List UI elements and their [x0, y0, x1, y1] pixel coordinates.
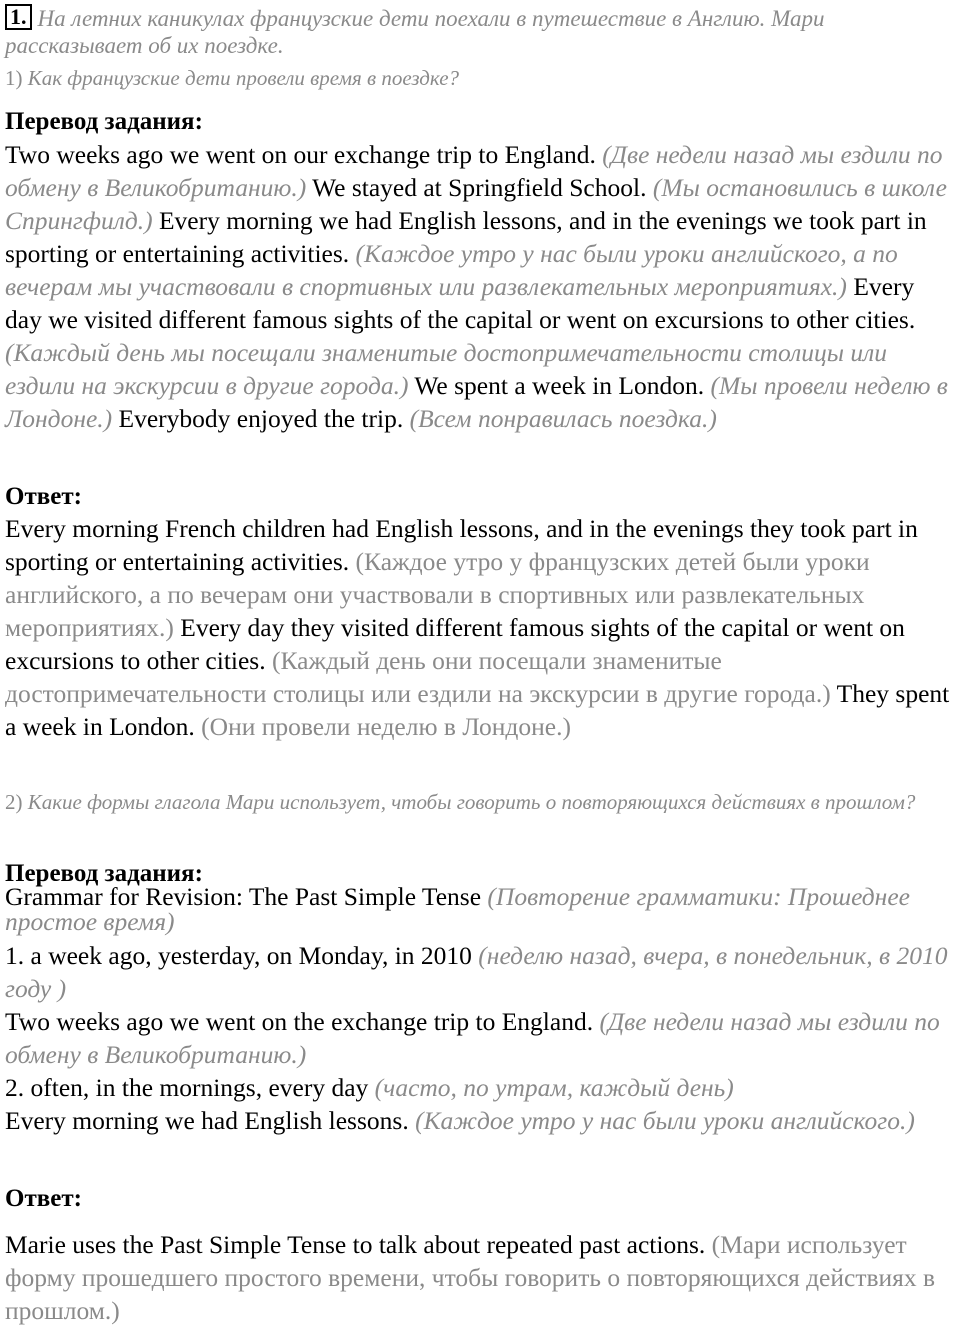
q2-example-1-ru: (Две недели назад мы ездили по обмену в Великобританию.) — [5, 1007, 940, 1069]
question-2-text: Какие формы глагола Мари использует, чтобы говорить о повторяющихся действиях в прошлом? — [27, 790, 916, 814]
q2-answer-paragraph — [5, 1228, 955, 1327]
q2-grammar-title-en: Grammar for Revision: The Past Simple Tense — [5, 882, 482, 911]
q2-example-2-en: Every morning we had English lessons. — [5, 1106, 409, 1135]
q1-answer-paragraph — [5, 512, 955, 743]
q2-grammar-title-ru: (Повторение грамматики: Прошеднее простое время) — [5, 882, 910, 936]
q1-answer-sentence-ru: (Каждое утро у французских детей были уроки английского, а по вечерам они участвовали в спортивных или развлекательных мероприятиях.) — [5, 547, 870, 642]
q1-translation-sentence-ru: (Каждое утро у нас были уроки английского, а по вечерам мы участвовали в спортивных или развлекательных мероприятиях.) — [5, 239, 898, 301]
q2-item-2-en: 2. often, in the mornings, every day — [5, 1073, 369, 1102]
q1-translation-label: Перевод задания: — [5, 108, 203, 135]
q1-answer-sentence-ru: (Они провели неделю в Лондоне.) — [201, 712, 571, 741]
q1-answer-sentence-ru: (Каждый день они посещали знаменитые достопримечательности столицы или ездили на экскурсии в другие города.) — [5, 646, 831, 708]
q2-item-1-ru: (неделю назад, вчера, в понедельник, в 2010 году ) — [5, 941, 948, 1003]
exercise-intro — [5, 4, 955, 59]
q1-translation-sentence-en: Two weeks ago we went on our exchange trip to England. — [5, 140, 596, 169]
q2-item-2-ru: (часто, по утрам, каждый день) — [374, 1073, 734, 1102]
q1-translation-sentence-en: Everybody enjoyed the trip. — [118, 404, 404, 433]
q2-example-2-ru: (Каждое утро у нас были уроки английского.) — [415, 1106, 915, 1135]
q2-translation-label: Перевод задания: — [5, 860, 203, 887]
q1-answer-label: Ответ: — [5, 483, 82, 510]
q1-translation-sentence-ru: (Мы провели неделю в Лондоне.) — [5, 371, 948, 433]
q2-answer-ru: (Мари использует форму прошедшего простого времени, чтобы говорить о повторяющихся действиях в прошлом.) — [5, 1230, 936, 1325]
q2-grammar-body — [5, 939, 955, 1137]
question-1-number: 1) — [5, 66, 23, 90]
q1-translation-sentence-en: We stayed at Springfield School. — [312, 173, 647, 202]
q1-translation-paragraph — [5, 138, 955, 435]
q1-translation-sentence-ru: (Две недели назад мы ездили по обмену в Великобританию.) — [5, 140, 943, 202]
question-2 — [5, 789, 955, 815]
question-1 — [5, 65, 955, 91]
question-1-text: Как французские дети провели время в поездке? — [27, 66, 460, 90]
q1-answer-sentence-en: Every day they visited different famous sights of the capital or went on excursions to other cities. — [5, 613, 905, 675]
q2-item-1-en: 1. a week ago, yesterday, on Monday, in 2010 — [5, 941, 472, 970]
q2-answer-label: Ответ: — [5, 1185, 82, 1212]
q1-answer-sentence-en: Every morning French children had English lessons, and in the evenings they took part in sporting or entertaining activities. — [5, 514, 918, 576]
question-2-number: 2) — [5, 790, 23, 814]
q2-example-1-en: Two weeks ago we went on the exchange trip to England. — [5, 1007, 594, 1036]
q1-translation-sentence-en: Every day we visited different famous sights of the capital or went on excursions to other cities. — [5, 272, 916, 334]
exercise-intro-text: На летних каникулах французские дети поехали в путешествие в Англию. Мари рассказывает об их поездке. — [5, 6, 825, 58]
q1-translation-sentence-ru: (Всем понравилась поездка.) — [409, 404, 717, 433]
exercise-number: 1. — [5, 4, 32, 30]
q1-translation-sentence-en: We spent a week in London. — [414, 371, 705, 400]
q1-translation-sentence-ru: (Каждый день мы посещали знаменитые достопримечательности столицы или ездили на экскурсии в другие города.) — [5, 338, 888, 400]
q2-answer-en: Marie uses the Past Simple Tense to talk about repeated past actions. — [5, 1230, 706, 1259]
q2-grammar-title — [5, 884, 955, 934]
q1-translation-sentence-en: Every morning we had English lessons, and in the evenings we took part in sporting or entertaining activities. — [5, 206, 927, 268]
q1-answer-sentence-en: They spent a week in London. — [5, 679, 950, 741]
q1-translation-sentence-ru: (Мы остановились в школе Спрингфилд.) — [5, 173, 947, 235]
